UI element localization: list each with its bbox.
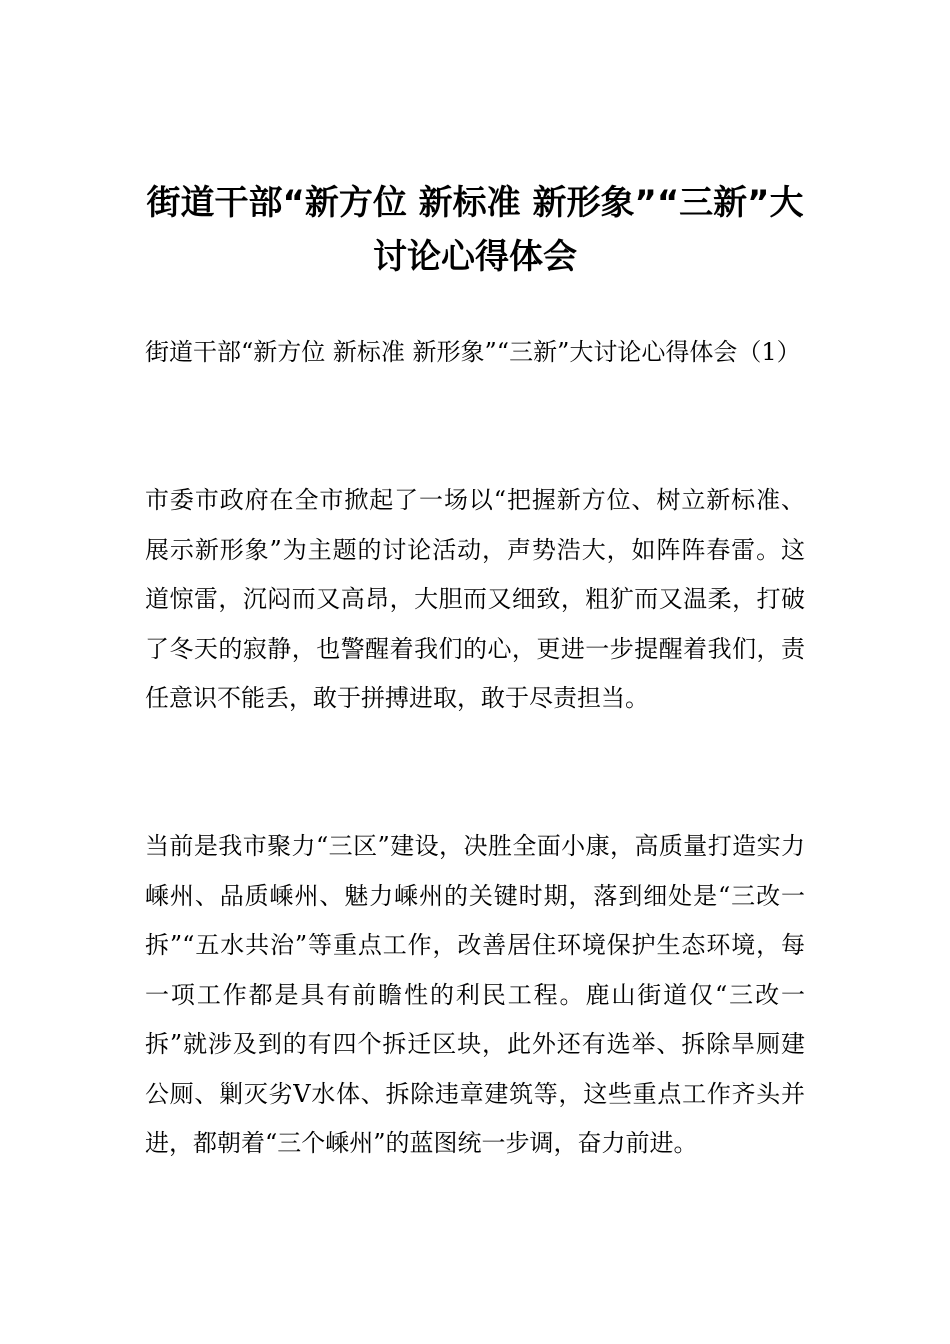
paragraph-2: 当前是我市聚力“三区”建设，决胜全面小康，高质量打造实力嵊州、品质嵊州、魅力嵊州的关键时期，落到细处是“三改一拆”“五水共治”等重点工作，改善居住环境保护生态环境，每一项工作都是具有前瞻性的利民工程。鹿山街道仅“三改一拆”就涉及到的有四个拆迁区块，此外还有选举、拆除旱厕建公厕、剿灭劣Ⅴ水体、拆除违章建筑等，这些重点工作齐头并进，都朝着“三个嵊州”的蓝图统一步调，奋力前进。 bbox=[145, 832, 805, 1157]
document-title: 街道干部“新方位 新标准 新形象”“三新”大讨论心得体会 bbox=[146, 183, 804, 277]
document-subtitle: 街道干部“新方位 新标准 新形象”“三新”大讨论心得体会（1） bbox=[145, 338, 801, 366]
paragraph-1: 市委市政府在全市掀起了一场以“把握新方位、树立新标准、展示新形象”为主题的讨论活动，声势浩大，如阵阵春雷。这道惊雷，沉闷而又高昂，大胆而又细致，粗犷而又温柔，打破了冬天的寂静，也警醒着我们的心，更进一步提醒着我们，责任意识不能丢，敢于拼搏进取，敢于尽责担当。 bbox=[145, 486, 805, 712]
